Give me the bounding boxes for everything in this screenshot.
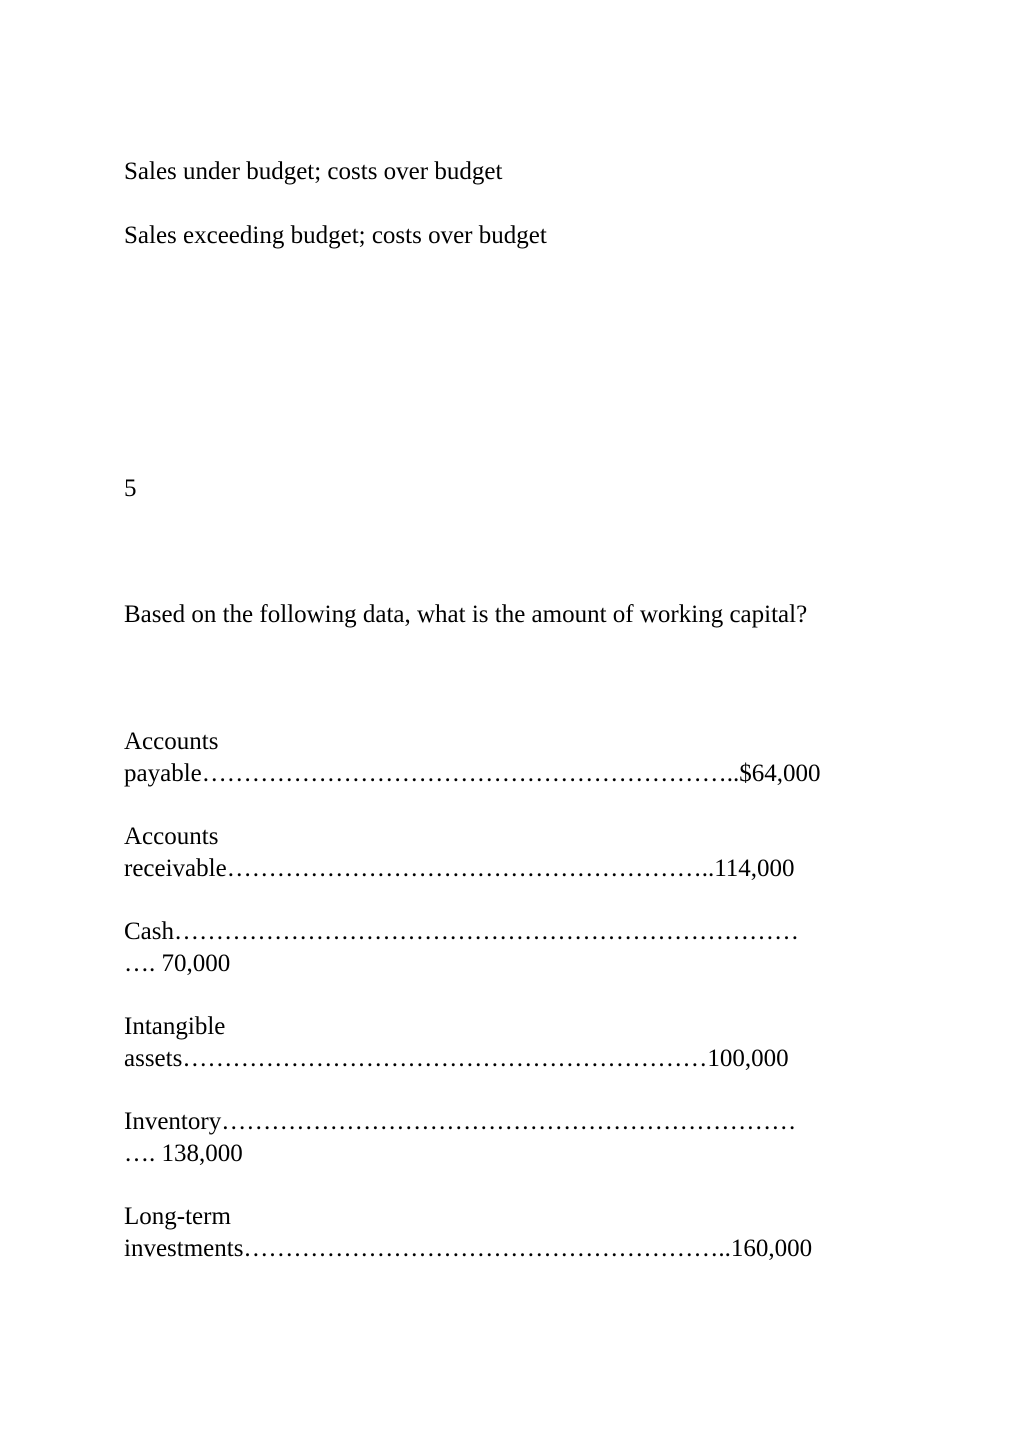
data-item-label: Cash………………………………………………………………… bbox=[124, 918, 799, 945]
data-item-value: …. 70,000 bbox=[124, 950, 231, 977]
data-item-value: receivable…………………………………………………..114,000 bbox=[124, 855, 795, 882]
data-item-label: Inventory…………………………………………………………… bbox=[124, 1108, 797, 1135]
data-item-value: payable………………………………………………………..$64,000 bbox=[124, 760, 821, 787]
data-item-value: …. 138,000 bbox=[124, 1140, 243, 1167]
data-item-label: Long-term bbox=[124, 1203, 231, 1230]
data-item-label: Intangible bbox=[124, 1013, 226, 1040]
data-item-accounts-receivable bbox=[124, 821, 904, 885]
data-item-accounts-payable bbox=[124, 726, 904, 790]
answer-option-1: Sales under budget; costs over budget bbox=[124, 158, 503, 185]
data-item-inventory bbox=[124, 1106, 904, 1170]
question-number: 5 bbox=[124, 475, 137, 502]
question-text: Based on the following data, what is the amount of working capital? bbox=[124, 601, 808, 628]
data-item-value: investments…………………………………………………..160,000 bbox=[124, 1235, 813, 1262]
data-item-label: Accounts bbox=[124, 823, 219, 850]
data-item-intangible-assets bbox=[124, 1011, 904, 1075]
answer-option-2: Sales exceeding budget; costs over budget bbox=[124, 222, 547, 249]
data-item-value: assets………………………………………………………100,000 bbox=[124, 1045, 789, 1072]
data-item-label: Accounts bbox=[124, 728, 219, 755]
data-item-long-term-investments bbox=[124, 1201, 904, 1265]
data-item-cash bbox=[124, 916, 904, 980]
